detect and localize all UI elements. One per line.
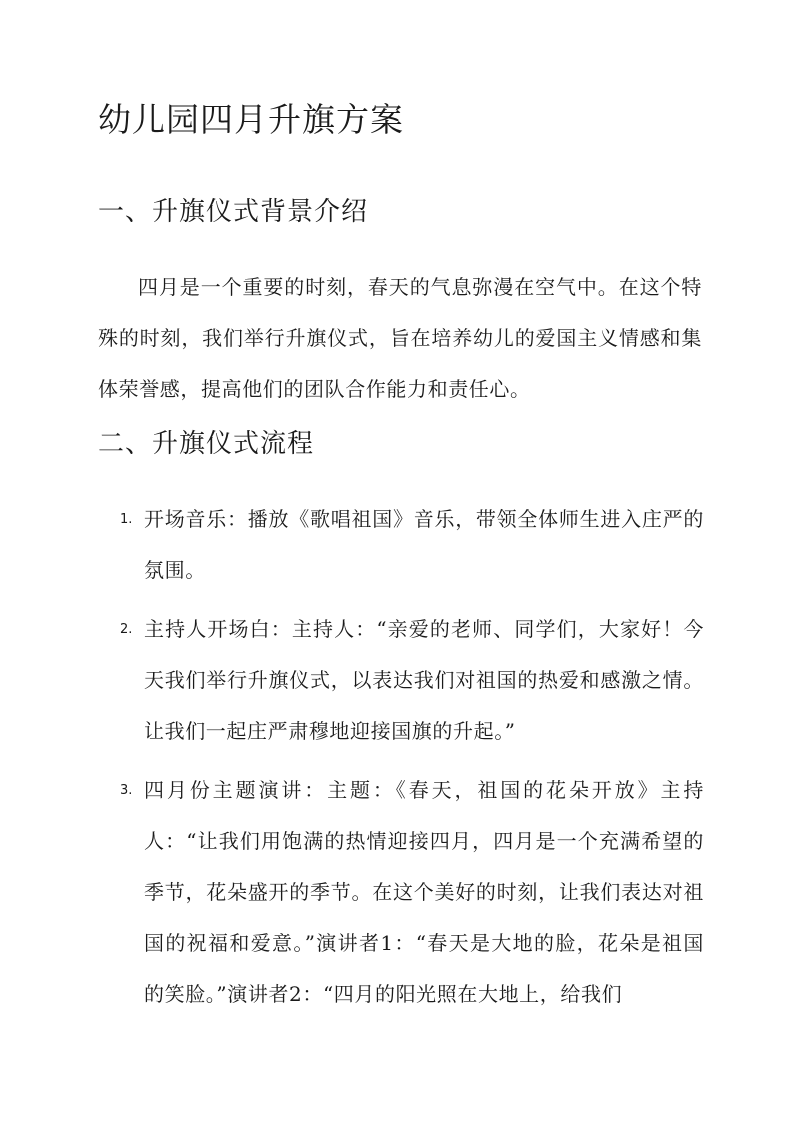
section-heading-background: 一、升旗仪式背景介绍 (98, 197, 369, 227)
step-text: 主持人开场白：主持人：“亲爱的老师、同学们，大家好！今天我们举行升旗仪式，以表达我们对祖国的热爱和感激之情。让我们一起庄严肃穆地迎接国旗的升起。” (144, 617, 704, 743)
section-heading-procedure: 二、升旗仪式流程 (98, 429, 315, 459)
step-number: 2. (120, 622, 133, 637)
procedure-step (120, 765, 710, 1020)
procedure-step (120, 604, 710, 757)
procedure-step (120, 494, 710, 596)
step-number: 3. (120, 783, 133, 798)
background-paragraph: 四月是一个重要的时刻，春天的气息弥漫在空气中。在这个特殊的时刻，我们举行升旗仪式，旨在培养幼儿的爱国主义情感和集体荣誉感，提高他们的团队合作能力和责任心。 (98, 275, 702, 401)
step-text: 四月份主题演讲：主题：《春天，祖国的花朵开放》主持人：“让我们用饱满的热情迎接四月，四月是一个充满希望的季节，花朵盛开的季节。在这个美好的时刻，让我们表达对祖国的祝福和爱意。”演讲者1：“春天是大地的脸，花朵是祖国的笑脸。”演讲者2：“四月的阳光照在大地上，给我们 (144, 778, 704, 1006)
step-number: 1. (120, 512, 133, 527)
step-text: 开场音乐：播放《歌唱祖国》音乐，带领全体师生进入庄严的氛围。 (144, 507, 704, 582)
document-title: 幼儿园四月升旗方案 (98, 100, 404, 139)
